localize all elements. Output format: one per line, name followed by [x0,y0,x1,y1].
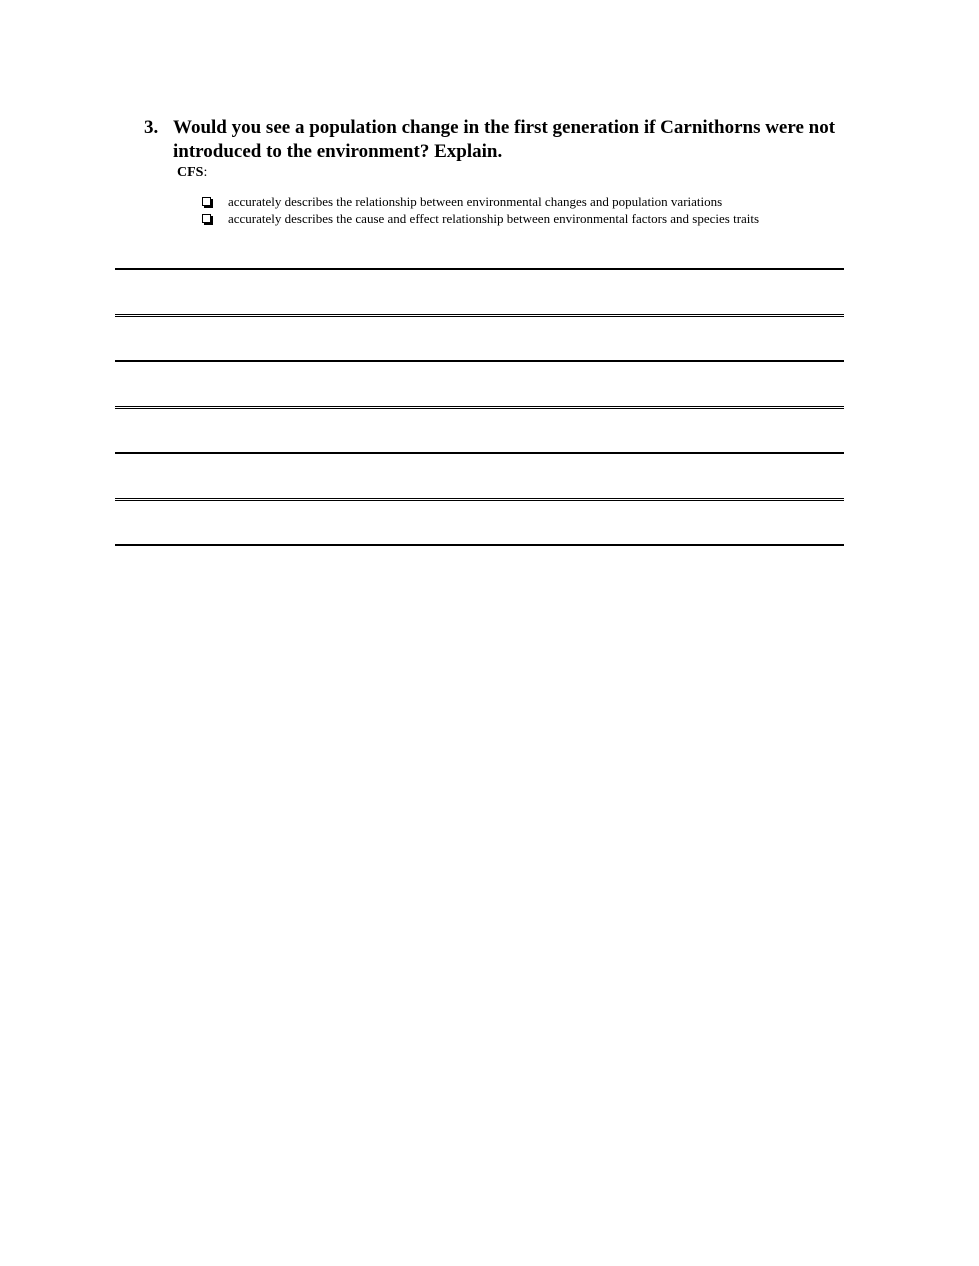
answer-lines [115,268,844,590]
cfs-separator: : [203,165,208,180]
checkbox-icon[interactable] [202,197,211,206]
question-text: Would you see a population change in the first generation if Carnithorns were not introduced to the environment? Explain. [173,117,836,162]
criteria-text: accurately describes the relationship between environmental changes and population variations [228,194,723,209]
answer-line[interactable] [115,498,844,501]
criteria-item [201,210,759,227]
answer-line[interactable] [115,314,844,317]
criteria-item [201,193,759,210]
checkbox-icon[interactable] [202,214,211,223]
question-number: 3. [144,117,159,138]
answer-line[interactable] [115,406,844,409]
answer-line[interactable] [115,452,844,454]
cfs-label: CFS [177,165,204,180]
answer-line[interactable] [115,360,844,362]
criteria-text: accurately describes the cause and effect relationship between environmental factors and species traits [228,211,760,226]
answer-line[interactable] [115,544,844,546]
cfs-heading [177,164,207,182]
answer-line[interactable] [115,268,844,270]
criteria-list [201,193,759,227]
